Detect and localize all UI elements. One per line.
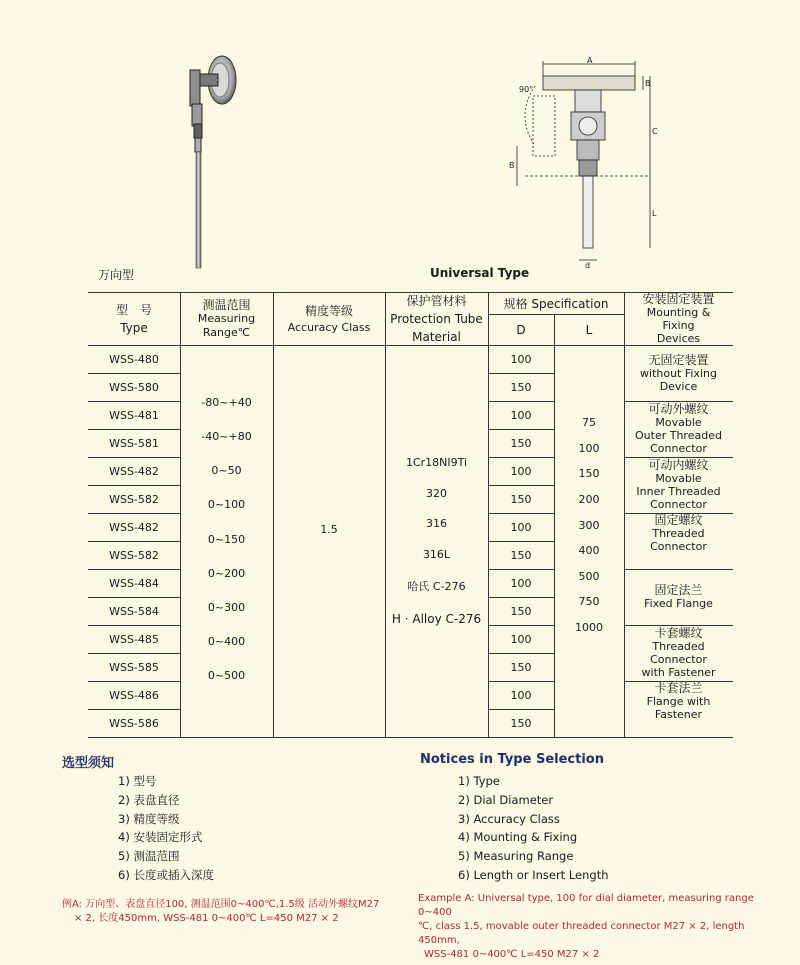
d-cell: 150: [510, 548, 532, 562]
mount-movable-outer: [624, 401, 733, 457]
mount-cn: 固定法兰: [654, 583, 703, 597]
d-cell: 150: [510, 436, 532, 450]
list-item: 2) 表盘直径: [118, 792, 180, 807]
mount-cn: 可动内螺纹: [648, 458, 709, 472]
type-cell: WSS-480: [109, 352, 159, 366]
header-type-cn: 型 号: [115, 303, 152, 317]
header-type-en: Type: [120, 321, 148, 335]
notice-list-en: [458, 772, 609, 885]
product-photo: [160, 48, 250, 270]
label-d: d: [585, 261, 591, 268]
example-cn-line: × 2, 长度450mm, WSS-481 0~400℃ L=450 M27 × 2: [74, 913, 339, 924]
header-mount-en1: Mounting &: [646, 305, 711, 319]
mount-en: Device: [659, 379, 698, 393]
range-value: 0~300: [207, 600, 246, 614]
header-mount-cn: 安装固定装置: [642, 291, 715, 306]
mount-en: Connector: [650, 498, 707, 511]
mount-movable-inner: [624, 457, 733, 513]
label-angle: 90°: [519, 85, 534, 94]
header-acc-cn: 精度等级: [304, 303, 353, 318]
type-cell: WSS-586: [109, 716, 159, 730]
type-cell: WSS-585: [109, 660, 159, 674]
type-cell: WSS-481: [109, 408, 159, 422]
mount-cn: 卡套法兰: [654, 680, 703, 695]
d-cell: 100: [510, 520, 532, 534]
material-column: [385, 456, 488, 626]
mount-en: Connector: [650, 442, 707, 455]
mount-threaded: [624, 513, 733, 553]
range-value: 0~200: [207, 566, 246, 580]
list-item: 6) Length or Insert Length: [458, 867, 609, 882]
length-value: 150: [578, 467, 600, 481]
mount-en: Flange with Fastener: [646, 694, 711, 721]
range-value: -80~+40: [201, 396, 252, 409]
length-value: 400: [578, 544, 600, 558]
mount-en: with Fastener: [641, 666, 716, 679]
mount-en: without Fixing: [640, 366, 717, 380]
type-cell: WSS-482: [109, 464, 159, 478]
notice-title-cn: 选型须知: [62, 756, 115, 771]
mount-en: Inner Threaded: [636, 485, 721, 498]
list-item: 1) 型号: [118, 774, 157, 788]
label-b-top: B: [645, 79, 651, 88]
example-cn-line: 例A: 万向型、表盘直径100, 测温范围0~400℃,1.5级 活动外螺纹M27: [62, 899, 380, 910]
header-tube-cn: 保护管材料: [406, 293, 467, 308]
material-value: 320: [426, 486, 447, 500]
example-en: [418, 892, 768, 962]
header-material: [385, 292, 488, 345]
example-cn: [62, 898, 392, 926]
d-cell: 100: [510, 688, 532, 702]
material-value: 哈氏 C-276: [407, 580, 466, 594]
label-b-left: B: [509, 161, 515, 170]
d-cell: 150: [510, 380, 532, 394]
accuracy-value: 1.5: [320, 522, 338, 536]
header-range-en2: Range℃: [202, 326, 251, 339]
header-acc-en: Accuracy Class: [287, 320, 371, 334]
material-value: 1Cr18NI9Ti: [405, 456, 468, 469]
header-spec: 规格 Specification: [503, 296, 609, 311]
type-cell: WSS-584: [109, 604, 159, 618]
list-item: 5) Measuring Range: [458, 849, 574, 864]
label-c: C: [652, 127, 658, 136]
notice-list-cn: [118, 772, 214, 885]
type-cell: WSS-580: [109, 380, 159, 394]
material-value: 316: [426, 517, 447, 531]
type-cell: WSS-581: [109, 436, 159, 450]
list-item: 4) 安装固定形式: [118, 830, 203, 845]
header-mount-en3: Devices: [656, 331, 701, 345]
example-en-line: Example A: Universal type, 100 for dial diameter, measuring range 0~400: [418, 893, 754, 918]
d-cell: 100: [510, 352, 532, 366]
d-cell: 150: [510, 492, 532, 506]
mount-en: Threaded Connector: [650, 526, 707, 553]
length-column: [554, 416, 624, 634]
mount-en: Movable: [655, 472, 702, 485]
table-bottom-rule: [88, 737, 733, 738]
type-cell: WSS-484: [109, 576, 159, 590]
list-item: 5) 测温范围: [118, 849, 180, 864]
d-cell: 150: [510, 660, 532, 674]
d-cell: 100: [510, 576, 532, 590]
col-divider: [273, 292, 274, 737]
type-cell: WSS-482: [109, 520, 159, 534]
mount-fixed-flange: [624, 569, 733, 625]
range-value: 0~100: [207, 498, 246, 512]
dimension-drawing: [505, 56, 665, 268]
header-d: D: [516, 323, 526, 337]
d-cell: 150: [510, 716, 532, 730]
length-value: 1000: [575, 621, 603, 634]
range-value: 0~50: [211, 464, 242, 478]
length-value: 300: [578, 518, 600, 532]
material-value: 316L: [422, 547, 451, 561]
example-en-line: ℃, class 1.5, movable outer threaded connector M27 × 2, length 450mm,: [418, 921, 745, 946]
length-value: 75: [582, 416, 596, 429]
header-tube-en1: Protection Tube: [390, 311, 483, 326]
range-value: 0~500: [207, 669, 246, 682]
material-value: H · Alloy C-276: [391, 611, 482, 626]
list-item: 6) 长度或插入深度: [118, 867, 214, 882]
header-range: [180, 296, 273, 342]
mount-none: [624, 345, 733, 401]
d-cell: 100: [510, 464, 532, 478]
header-accuracy: [273, 296, 385, 342]
d-cell: 150: [510, 604, 532, 618]
mount-en: Movable: [655, 416, 702, 429]
example-en-line: WSS-481 0~400℃ L=450 M27 × 2: [424, 949, 600, 960]
header-mount-en2: Fixing: [662, 318, 695, 332]
header-range-cn: 测温范围: [202, 298, 251, 312]
range-value: 0~150: [207, 532, 246, 546]
label-l: L: [652, 209, 657, 218]
length-value: 200: [578, 492, 600, 506]
mount-en: Threaded Connector: [650, 640, 707, 666]
type-cell: WSS-486: [109, 688, 159, 702]
title-en: Universal Type: [430, 266, 530, 280]
d-cell: 100: [510, 408, 532, 422]
mount-en: Outer Threaded: [635, 429, 722, 442]
range-column: [180, 396, 273, 682]
mount-cn: 卡套螺纹: [654, 626, 703, 640]
header-tube-en2: Material: [412, 329, 461, 344]
list-item: 4) Mounting & Fixing: [458, 830, 578, 845]
label-a: A: [587, 56, 593, 65]
mount-cn: 固定螺纹: [654, 512, 703, 527]
mount-fastener-thread: [624, 625, 733, 681]
mount-en: Fixed Flange: [644, 597, 713, 610]
list-item: 2) Dial Diameter: [458, 792, 554, 807]
type-cell: WSS-582: [109, 492, 159, 506]
length-value: 500: [578, 569, 600, 583]
type-cell: WSS-485: [109, 632, 159, 646]
range-value: 0~400: [207, 634, 246, 648]
mount-cn: 可动外螺纹: [648, 402, 709, 416]
length-value: 100: [578, 441, 600, 455]
mount-cn: 无固定装置: [648, 352, 709, 367]
list-item: 1) Type: [458, 774, 500, 788]
header-l: L: [585, 323, 593, 337]
list-item: 3) Accuracy Class: [458, 811, 560, 826]
length-value: 750: [578, 595, 600, 609]
title-cn: 万向型: [98, 268, 135, 282]
range-value: -40~+80: [201, 430, 252, 444]
notice-title-en: Notices in Type Selection: [420, 752, 604, 767]
type-cell: WSS-582: [109, 548, 159, 562]
d-cell: 100: [510, 632, 532, 646]
header-mounting: [624, 292, 733, 345]
header-type: [88, 296, 180, 342]
mount-fastener-flange: [624, 681, 733, 721]
header-range-en1: Measuring: [197, 312, 256, 325]
list-item: 3) 精度等级: [118, 811, 180, 826]
